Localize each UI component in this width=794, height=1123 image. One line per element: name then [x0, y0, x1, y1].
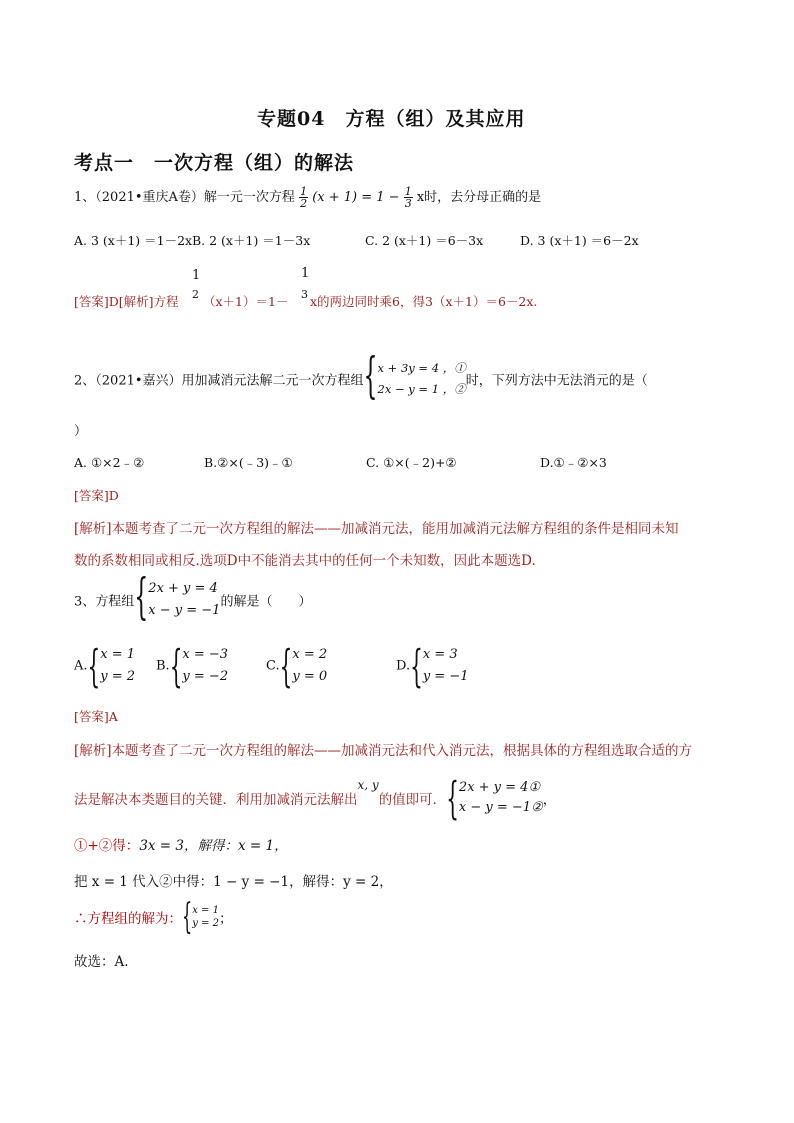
q2-prefix: 2、（2021•嘉兴）用加减消元法解二元一次方程组	[74, 373, 364, 389]
q3-answer: [答案]A	[74, 709, 118, 724]
q1-suffix: x时，去分母正确的是	[416, 190, 542, 205]
left-brace-icon: {	[87, 639, 101, 693]
q3-solution-system: x = 1 y = 2	[192, 905, 219, 929]
q2-option-d: D.①﹣②×3	[540, 455, 607, 470]
q3-option-b: B.{ x = −3 y = −2	[156, 639, 229, 693]
left-brace-icon: {	[169, 639, 183, 693]
q1-answer	[74, 292, 179, 310]
q3-xy: x, y	[357, 778, 379, 792]
q3-analysis-system: 2x + y = 4① x − y = −1②	[458, 780, 543, 815]
q1-middle: (x + 1) = 1 −	[312, 190, 400, 205]
q2-analysis-line-1: [解析]本题考查了二元一次方程组的解法——加减消元法，能用加减消元法解方程组的条件是相同未知	[74, 521, 679, 537]
q2-suffix: 时，下列方法中无法消元的是（	[465, 373, 648, 389]
q1-answer-middle: （x＋1）＝1－	[203, 294, 289, 309]
q2-analysis-line-2: 数的系数相同或相反.选项D中不能消去其中的任何一个未知数，因此本题选D.	[74, 553, 536, 569]
q2-option-b: B.②×(﹣3)﹣①	[204, 455, 293, 470]
left-brace-icon: {	[363, 350, 378, 406]
q1-option-a: A. 3 (x＋1) ＝1－2x	[74, 233, 193, 248]
q3-number: 3、	[74, 594, 96, 610]
q2-answer: [答案]D	[74, 488, 119, 503]
q1-answer-frac1-num: 1	[192, 268, 201, 283]
q1-option-d: D. 3 (x＋1) ＝6－2x	[520, 233, 639, 248]
q3-analysis-line-1: [解析]本题考查了二元一次方程组的解法——加减消元法和代入消元法，根据具体的方程组选取合适的方	[74, 743, 693, 759]
q1-answer-tag: [答案]D[解析]方程	[74, 294, 179, 309]
question-1	[74, 186, 541, 209]
section-heading: 考点一 一次方程（组）的解法	[74, 152, 355, 174]
left-brace-icon: {	[134, 571, 149, 627]
q1-answer-frac2-num: 1	[301, 266, 310, 281]
left-brace-icon: {	[182, 895, 193, 937]
q3-option-a: A.{ x = 1 y = 2	[74, 639, 136, 693]
q1-fraction-third: $\frac{1}{3}$	[404, 185, 412, 210]
q1-answer-frac2-den: 3	[301, 288, 308, 301]
q3-analysis-line-2: 法是解决本类题目的关键．利用加减消元法解出x, y的值即可．{ 2x + y = 4① x − y = −1② ，	[74, 771, 557, 825]
question-3	[74, 571, 312, 627]
q3-step-3: ∴方程组的解为：{ x = 1 y = 2 ；	[74, 895, 233, 937]
left-brace-icon: {	[279, 639, 293, 693]
q1-prefix: 1、（2021•重庆A卷）解一元一次方程	[74, 190, 295, 205]
q3-step-2: 把 x = 1 代入②中得：1 − y = −1，解得：y = 2，	[74, 874, 393, 890]
left-brace-icon: {	[410, 639, 423, 693]
left-brace-icon: {	[446, 771, 459, 825]
q3-step-1: ①+②得：3x = 3，解得：x = 1，	[74, 838, 288, 854]
q3-system: 2x + y = 4 x − y = −1	[148, 581, 221, 618]
q1-fraction-half: $\frac{1}{2}$	[300, 185, 308, 210]
q2-system: x + 3y = 4 ，① 2x − y = 1 ，②	[377, 361, 466, 396]
q1-option-c: C. 2 (x＋1) ＝6－3x	[365, 233, 484, 248]
q3-option-d: D.{ x = 3 y = −1	[396, 639, 469, 693]
page-title: 专题04 方程（组）及其应用	[257, 108, 526, 130]
q3-option-c: C.{ x = 2 y = 0	[266, 639, 328, 693]
q2-close-paren: ）	[74, 424, 88, 439]
q1-option-b: B. 2 (x＋1) ＝1－3x	[192, 233, 311, 248]
question-2	[74, 350, 648, 406]
q1-answer-tail: x的两边同时乘6，得3（x＋1）＝6－2x.	[310, 294, 538, 309]
q3-suffix: 的解是（ ）	[220, 594, 312, 610]
q2-option-a: A. ①×2﹣②	[74, 455, 145, 470]
q2-option-c: C. ①×(﹣2)+②	[366, 455, 457, 470]
q3-final: 故选：A.	[74, 954, 129, 970]
q3-prefix: 方程组	[95, 594, 135, 610]
q1-answer-frac1-den: 2	[192, 288, 199, 301]
